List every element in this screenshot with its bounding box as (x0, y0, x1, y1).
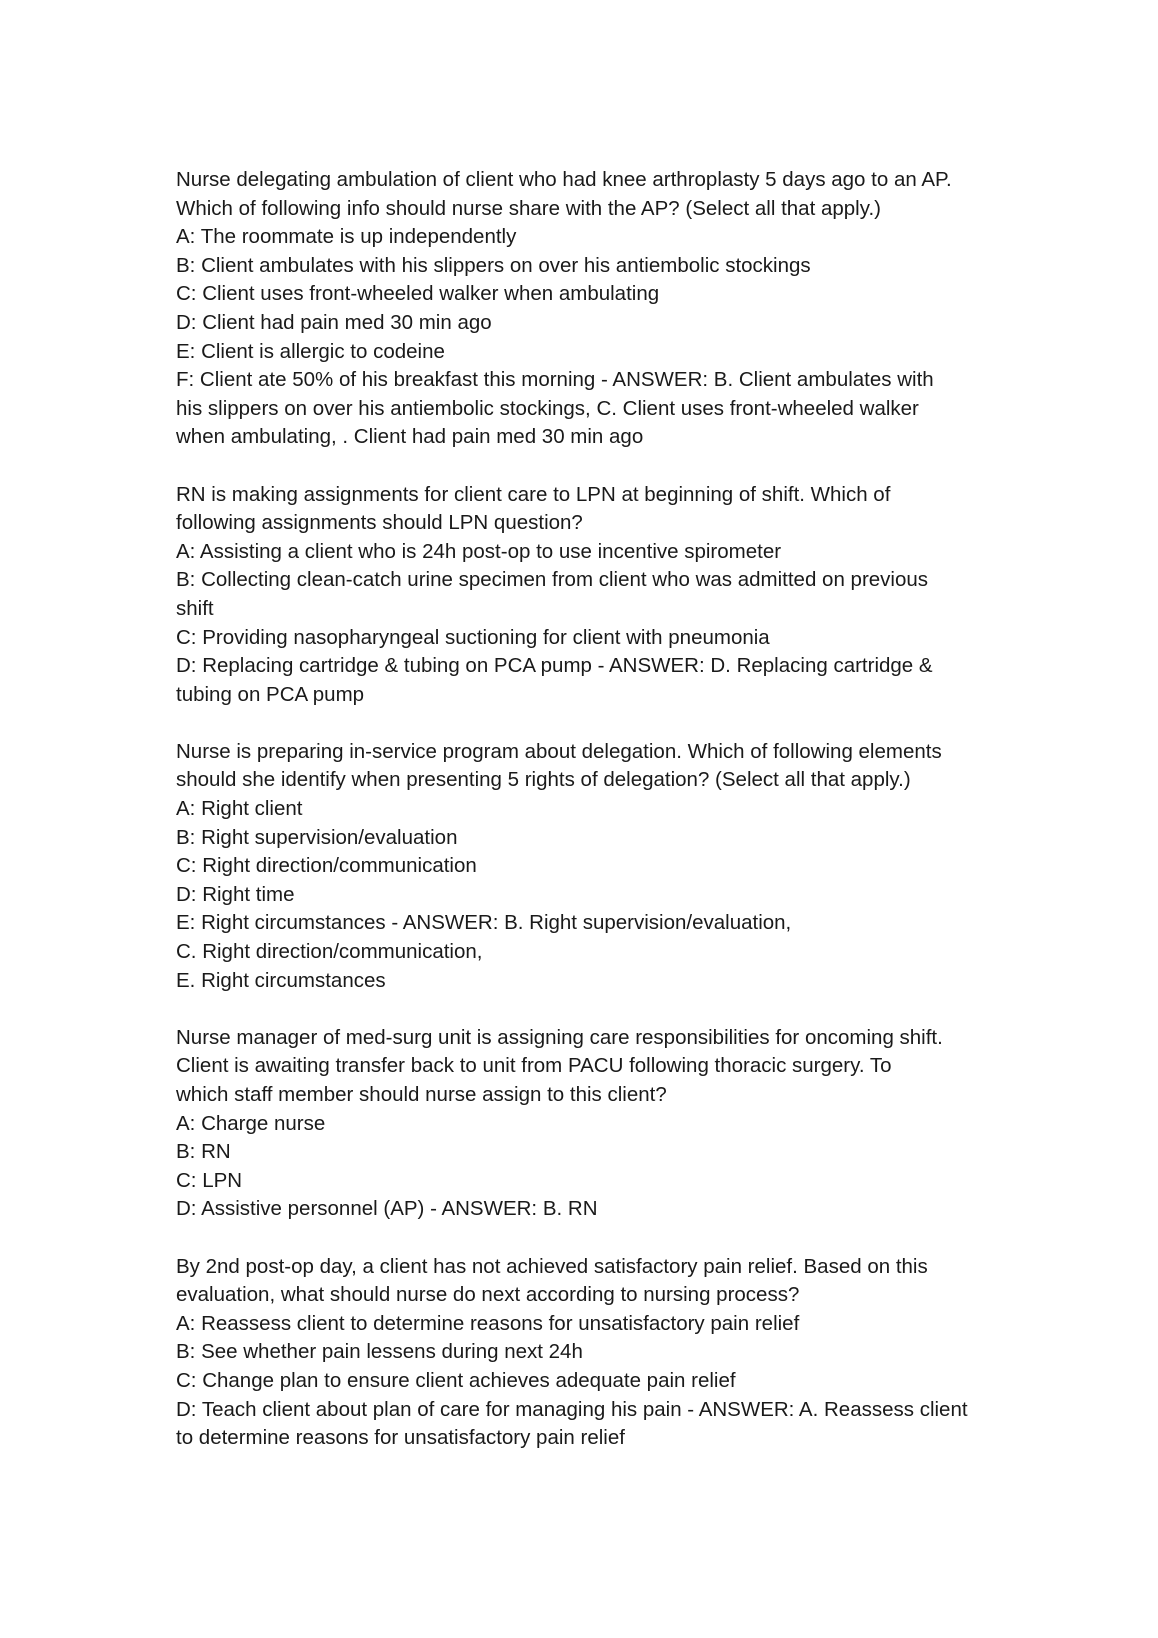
answer-option: B: Collecting clean-catch urine specimen from client who was admitted on previous (176, 568, 929, 592)
answer-key-line: tubing on PCA pump (176, 682, 365, 706)
question-text-line: following assignments should LPN question? (176, 511, 583, 535)
answer-option: E: Client is allergic to codeine (176, 339, 445, 363)
answer-option: C: Right direction/communication (176, 854, 477, 878)
answer-option: D: Replacing cartridge & tubing on PCA pump - ANSWER: D. Replacing cartridge & (176, 654, 933, 678)
answer-option: C: Client uses front-wheeled walker when ambulating (176, 282, 660, 306)
answer-option: A: The roommate is up independently (176, 225, 517, 249)
question-text-line: Nurse delegating ambulation of client who had knee arthroplasty 5 days ago to an AP. (176, 168, 952, 191)
question-text-line: Client is awaiting transfer back to unit from PACU following thoracic surgery. To (176, 1054, 892, 1078)
question-block (176, 481, 1016, 710)
answer-option: D: Assistive personnel (AP) - ANSWER: B. RN (176, 1197, 598, 1221)
answer-option: D: Teach client about plan of care for managing his pain - ANSWER: A. Reassess client (176, 1397, 968, 1421)
answer-key-line: to determine reasons for unsatisfactory pain relief (176, 1426, 625, 1450)
answer-key-line: when ambulating, . Client had pain med 30 min ago (176, 425, 644, 449)
document-page (176, 166, 1016, 1481)
answer-option: A: Assisting a client who is 24h post-op to use incentive spirometer (176, 539, 782, 563)
answer-option: D: Right time (176, 882, 295, 906)
answer-option: B: See whether pain lessens during next 24h (176, 1340, 583, 1364)
answer-option: D: Client had pain med 30 min ago (176, 310, 492, 334)
question-block (176, 166, 1016, 452)
answer-option: shift (176, 596, 214, 620)
answer-option: F: Client ate 50% of his breakfast this morning - ANSWER: B. Client ambulates with (176, 368, 934, 392)
answer-key-line: C. Right direction/communication, (176, 940, 483, 964)
answer-option: E: Right circumstances - ANSWER: B. Right supervision/evaluation, (176, 911, 792, 935)
question-block (176, 1024, 1016, 1224)
answer-option: C: Change plan to ensure client achieves adequate pain relief (176, 1368, 736, 1392)
question-text-line: RN is making assignments for client care to LPN at beginning of shift. Which of (176, 482, 891, 506)
answer-option: A: Reassess client to determine reasons for unsatisfactory pain relief (176, 1311, 800, 1335)
question-text-line: Nurse manager of med-surg unit is assigning care responsibilities for oncoming shift. (176, 1025, 943, 1049)
answer-option: B: RN (176, 1140, 231, 1164)
question-text-line: By 2nd post-op day, a client has not achieved satisfactory pain relief. Based on this (176, 1254, 928, 1278)
answer-option: B: Client ambulates with his slippers on over his antiembolic stockings (176, 253, 811, 277)
answer-key-line: E. Right circumstances (176, 968, 386, 992)
answer-option: A: Right client (176, 797, 303, 821)
question-text-line: evaluation, what should nurse do next according to nursing process? (176, 1283, 800, 1307)
answer-option: A: Charge nurse (176, 1111, 326, 1135)
answer-option: C: LPN (176, 1168, 243, 1192)
answer-key-line: his slippers on over his antiembolic stockings, C. Client uses front-wheeled walker (176, 396, 919, 420)
answer-option: B: Right supervision/evaluation (176, 825, 458, 849)
question-block (176, 738, 1016, 995)
question-text-line: Nurse is preparing in-service program about delegation. Which of following elements (176, 739, 942, 763)
question-text-line: which staff member should nurse assign to this client? (176, 1083, 667, 1106)
answer-option: C: Providing nasopharyngeal suctioning for client with pneumonia (176, 625, 770, 649)
question-block (176, 1253, 1016, 1453)
question-text-line: should she identify when presenting 5 rights of delegation? (Select all that apply.) (176, 768, 911, 792)
question-text-line: Which of following info should nurse share with the AP? (Select all that apply.) (176, 196, 881, 220)
